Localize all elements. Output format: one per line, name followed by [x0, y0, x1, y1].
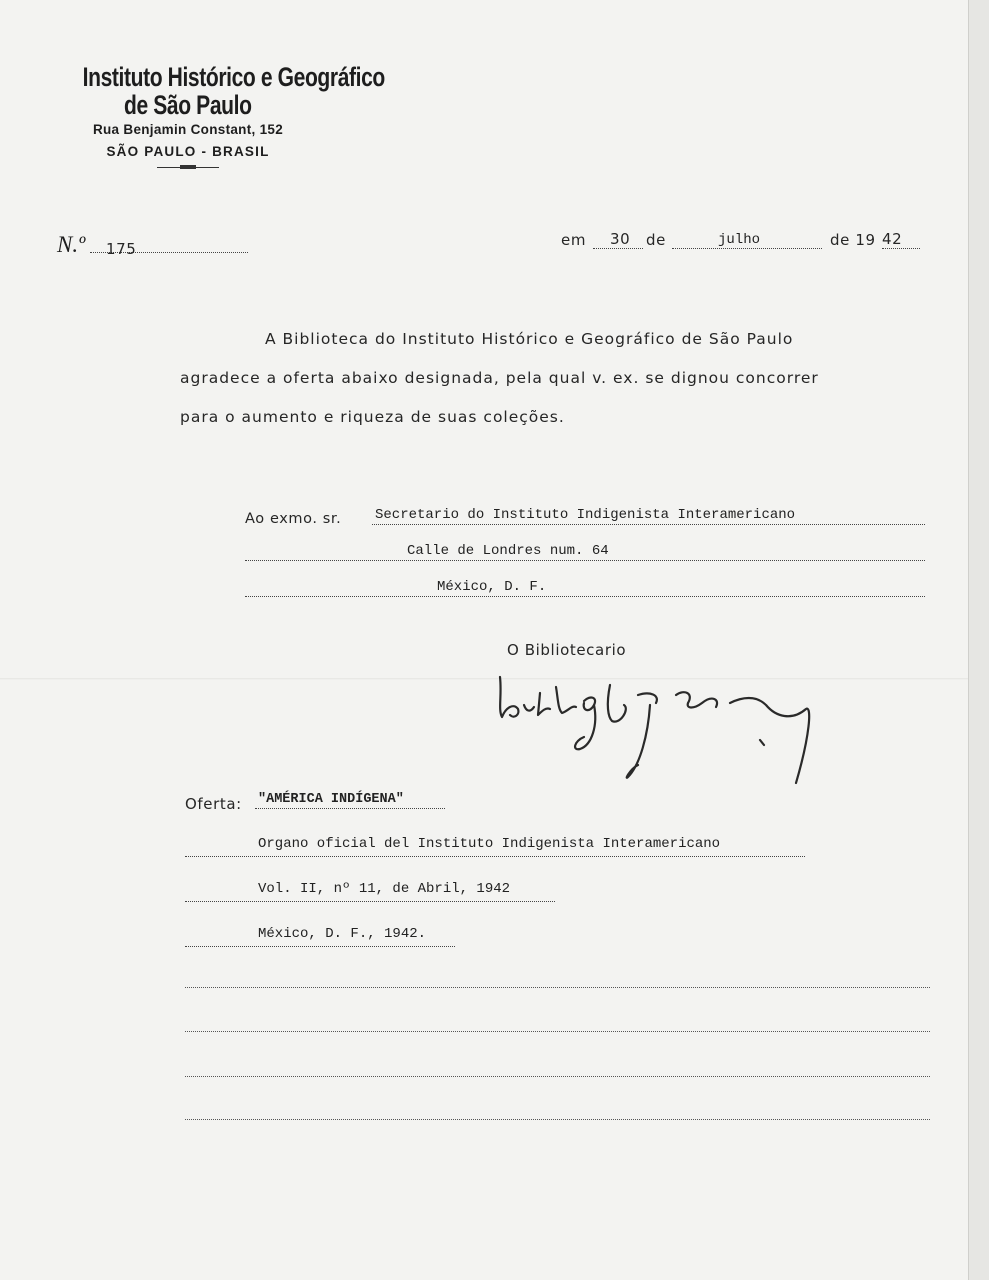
- addressee-label: Ao exmo. sr.: [245, 511, 342, 527]
- offer-blank-7: [185, 1118, 930, 1120]
- addressee-line-1: Secretario do Instituto Indigenista Interamericano: [375, 507, 796, 523]
- letterhead-name-line2: de São Paulo: [124, 90, 252, 120]
- letterhead-city: SÃO PAULO - BRASIL: [106, 144, 270, 159]
- number-value: 175: [106, 240, 137, 258]
- offer-blank-5: [185, 1030, 930, 1032]
- date-day: 30: [610, 230, 631, 248]
- offer-line-3: México, D. F., 1942.: [258, 926, 427, 942]
- addressee-line-3: México, D. F.: [437, 579, 547, 595]
- body-line-3: para o aumento e riqueza de suas coleções.: [180, 408, 565, 426]
- offer-line-1: Organo oficial del Instituto Indigenista Interamericano: [258, 836, 721, 852]
- offer-title: "AMÉRICA INDÍGENA": [258, 792, 404, 807]
- offer-line-2: Vol. II, nº 11, de Abril, 1942: [258, 881, 511, 897]
- signature-title: O Bibliotecario: [507, 641, 627, 659]
- date-de-2: de 19: [830, 231, 876, 249]
- body-line-1: A Biblioteca do Instituto Histórico e Geográfico de São Paulo: [265, 330, 794, 348]
- date-prefix: em: [561, 231, 587, 249]
- body-line-2: agradece a oferta abaixo designada, pela qual v. ex. se dignou concorrer: [180, 369, 819, 387]
- date-de-1: de: [646, 231, 666, 249]
- handwritten-signature: [480, 665, 820, 790]
- letterhead-street: Rua Benjamin Constant, 152: [92, 122, 284, 137]
- offer-blank-4: [185, 986, 930, 988]
- offer-label: Oferta:: [185, 795, 242, 813]
- number-label: N.º: [57, 232, 86, 257]
- letterhead-divider-mark: [180, 165, 196, 169]
- page-edge: [968, 0, 989, 1280]
- addressee-blank-3: [245, 578, 925, 597]
- date-year: 42: [882, 230, 903, 248]
- offer-blank-6: [185, 1075, 930, 1077]
- date-month: julho: [718, 232, 761, 248]
- letterhead-name-line1: Instituto Histórico e Geográfico: [82, 62, 385, 92]
- addressee-line-2: Calle de Londres num. 64: [407, 543, 609, 559]
